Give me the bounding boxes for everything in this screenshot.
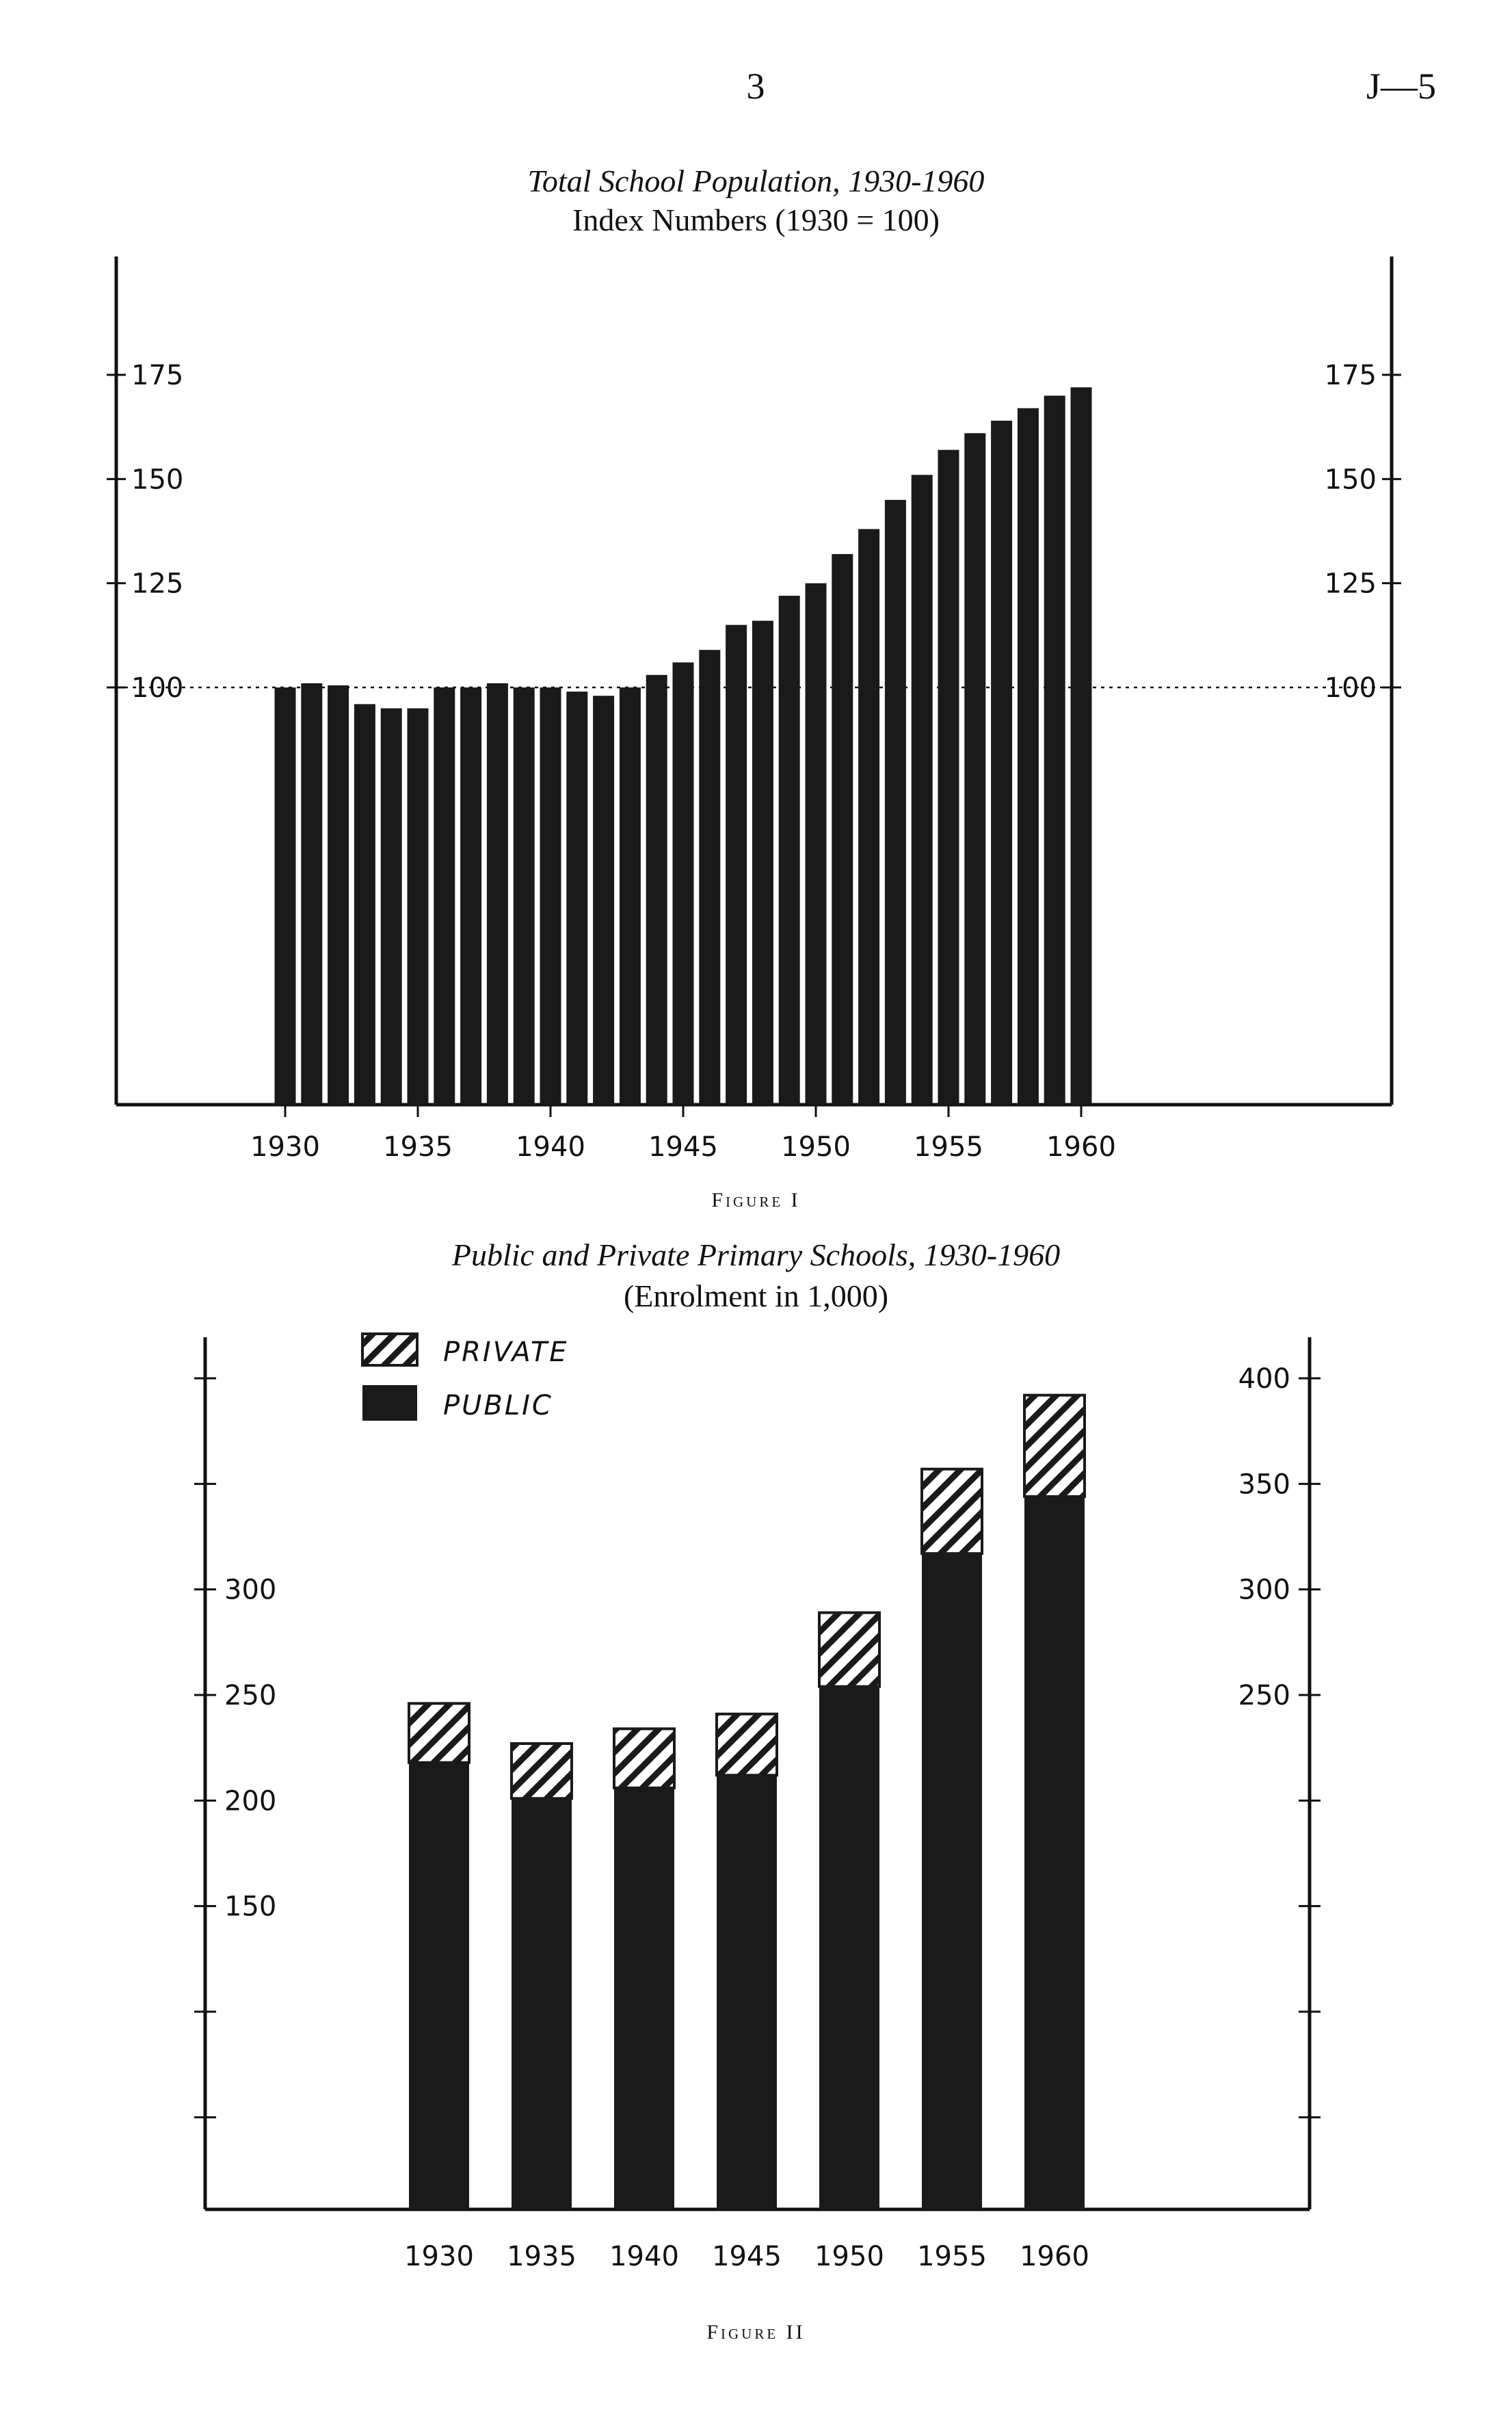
chart2-bar-private	[614, 1729, 674, 1787]
chart1-bar	[912, 475, 933, 1105]
chart1-right-tick-label: 175	[1324, 360, 1377, 391]
chart2-x-tick-label: 1955	[917, 2241, 987, 2272]
chart2-x-tick-label: 1940	[609, 2241, 679, 2272]
legend-private-swatch-icon	[362, 1334, 417, 1365]
chart1-bar	[726, 625, 747, 1105]
chart1-bar	[408, 709, 429, 1105]
chart2-left-tick-label: 250	[224, 1680, 277, 1711]
chart1-left-tick-label: 175	[131, 360, 184, 391]
chart1-x-tick-label: 1935	[383, 1131, 453, 1163]
chart1-left-tick-label: 125	[131, 568, 184, 600]
chart1-left-tick-label: 100	[131, 672, 184, 704]
chart1-bar	[460, 687, 481, 1105]
chart2-caption: Figure II	[706, 2321, 806, 2343]
chart1-bar	[1071, 387, 1092, 1105]
chart1-bar	[354, 704, 375, 1105]
chart2-bar-private	[409, 1703, 469, 1762]
chart2-bar-public	[819, 1687, 879, 2209]
chart2-bar-private	[512, 1744, 572, 1798]
chart1-x-tick-label: 1955	[914, 1131, 983, 1163]
chart1-bar	[885, 500, 906, 1105]
chart1-bar	[593, 696, 614, 1105]
chart1-bar	[328, 685, 349, 1105]
chart2-bar-public	[512, 1798, 572, 2209]
chart1-bar	[275, 687, 296, 1105]
chart1-bar	[487, 683, 508, 1105]
chart1-bar	[832, 554, 853, 1105]
chart1-bar	[964, 433, 985, 1105]
chart2-right-tick-label: 400	[1238, 1363, 1290, 1395]
chart2-x-tick-label: 1935	[507, 2241, 576, 2272]
chart1-bar	[540, 687, 561, 1105]
chart1-bar	[991, 421, 1012, 1105]
chart2-right-tick-label: 350	[1238, 1469, 1290, 1501]
chart1-bar	[938, 450, 959, 1105]
chart1-bar	[566, 692, 587, 1105]
legend-public-label: PUBLIC	[443, 1390, 553, 1421]
chart1-bar	[514, 687, 535, 1105]
chart2-right-tick-label: 300	[1238, 1574, 1290, 1606]
chart1-total-school-population	[107, 257, 1401, 1163]
chart2-left-tick-label: 300	[224, 1574, 277, 1606]
page-reference: J—5	[1366, 66, 1436, 107]
chart1-caption: Figure I	[711, 1189, 801, 1211]
chart1-subtitle: Index Numbers (1930 = 100)	[572, 202, 940, 237]
chart2-left-tick-label: 200	[224, 1785, 277, 1817]
chart1-x-tick-label: 1940	[516, 1131, 585, 1163]
chart2-subtitle: (Enrolment in 1,000)	[623, 1278, 889, 1313]
chart2-bar-private	[819, 1613, 879, 1687]
chart1-bar	[1018, 408, 1039, 1105]
legend-public-swatch-icon	[362, 1385, 417, 1421]
chart2-bar-private	[922, 1469, 982, 1553]
chart1-bar	[673, 662, 694, 1105]
chart2-bar-public	[717, 1775, 777, 2209]
chart1-bar	[858, 529, 879, 1105]
chart1-x-tick-label: 1945	[648, 1131, 718, 1163]
chart1-bar	[434, 687, 455, 1105]
chart1-right-tick-label: 150	[1324, 464, 1377, 496]
chart1-bar	[646, 675, 667, 1105]
chart2-bar-public	[614, 1788, 674, 2209]
legend-private-label: PRIVATE	[443, 1337, 569, 1368]
chart2-right-tick-label: 250	[1238, 1680, 1290, 1711]
chart1-x-tick-label: 1930	[250, 1131, 320, 1163]
chart1-bar	[779, 596, 800, 1105]
chart2-bar-public	[1024, 1497, 1085, 2209]
chart1-bar	[381, 709, 402, 1105]
chart1-left-tick-label: 150	[131, 464, 184, 496]
chart1-bar	[806, 583, 827, 1105]
page-number: 3	[746, 66, 765, 107]
chart1-bar	[1044, 395, 1065, 1105]
chart1-title: Total School Population, 1930-1960	[527, 163, 985, 198]
chart2-bar-private	[717, 1714, 777, 1776]
chart2-x-tick-label: 1960	[1020, 2241, 1089, 2272]
chart1-bar	[620, 687, 641, 1105]
chart1-bar	[752, 621, 773, 1105]
chart2-bar-private	[1024, 1395, 1085, 1497]
chart2-x-tick-label: 1930	[404, 2241, 474, 2272]
chart1-x-tick-label: 1950	[781, 1131, 851, 1163]
chart1-bar	[301, 683, 322, 1105]
chart2-title: Public and Private Primary Schools, 1930-1960	[451, 1237, 1061, 1272]
chart2-x-tick-label: 1950	[814, 2241, 884, 2272]
chart2-x-tick-label: 1945	[712, 2241, 782, 2272]
chart2-primary-schools-enrolment	[194, 1334, 1321, 2272]
chart1-right-tick-label: 125	[1324, 568, 1377, 600]
chart1-x-tick-label: 1960	[1046, 1131, 1116, 1163]
chart2-left-tick-label: 150	[224, 1891, 277, 1923]
chart1-right-tick-label: 100	[1324, 672, 1377, 704]
chart2-bar-public	[409, 1763, 469, 2209]
chart2-bar-public	[922, 1553, 982, 2209]
chart1-bar	[699, 650, 720, 1105]
